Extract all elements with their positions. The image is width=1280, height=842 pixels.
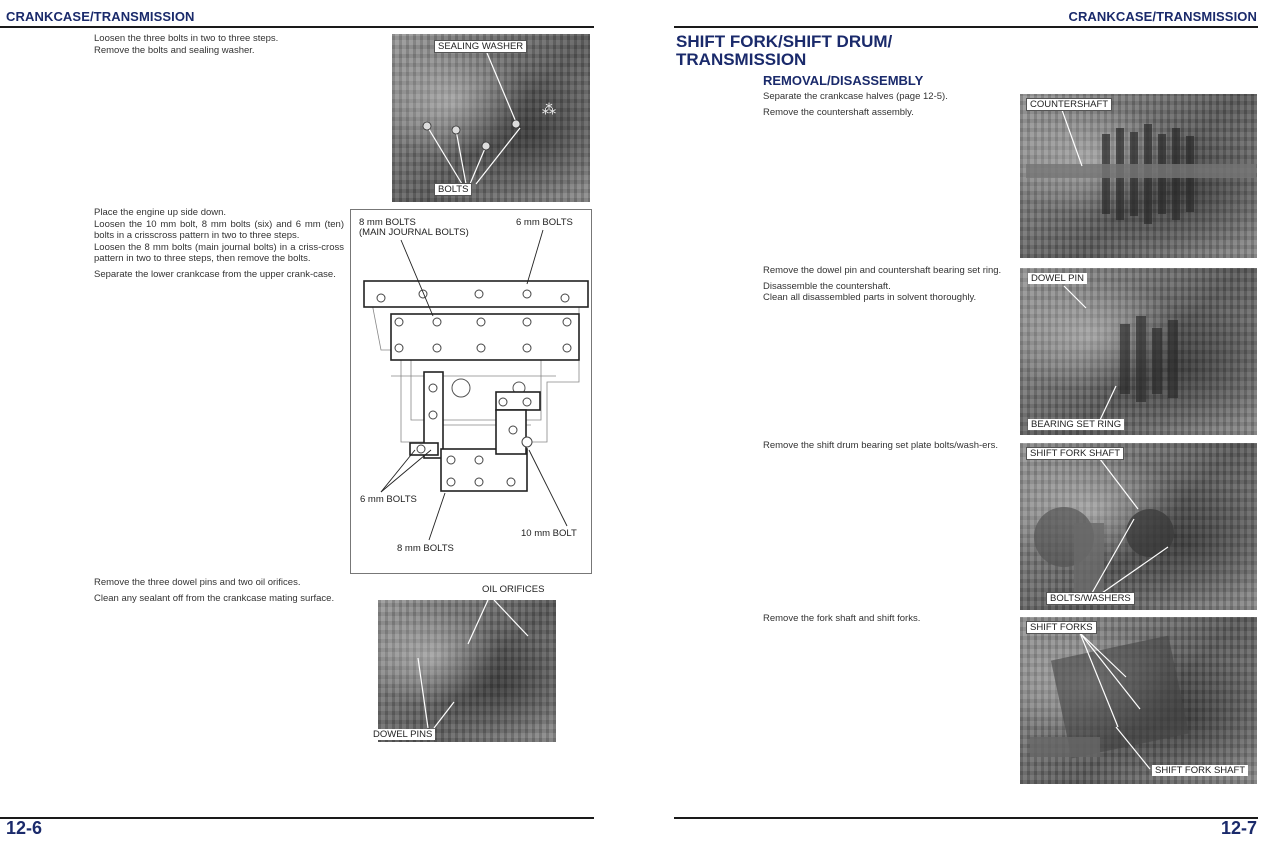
callout-dowel-pin: DOWEL PIN: [1028, 273, 1087, 284]
callout-dowel-pins: DOWEL PINS: [370, 729, 435, 740]
left-header-rule: [0, 26, 594, 28]
diagram-label-6mm-top: 6 mm BOLTS: [516, 217, 573, 228]
left-block-1-line-1: Loosen the three bolts in two to three steps.: [94, 33, 279, 44]
diagram-label-8mm-bottom: 8 mm BOLTS: [397, 543, 454, 554]
photo-1-handwritten-mark: ⁂: [542, 102, 556, 118]
right-step-2-p3: Clean all disassembled parts in solvent thoroughly.: [763, 292, 977, 303]
right-step-4-p1: Remove the fork shaft and shift forks.: [763, 613, 921, 624]
diagram-drawing: [351, 210, 591, 573]
diagram-label-8mm-line2: (MAIN JOURNAL BOLTS): [359, 227, 469, 238]
diagram-label-8mm-line1: 8 mm BOLTS: [359, 217, 416, 228]
left-block-2-p3: Loosen the 8 mm bolts (main journal bolts) in a criss-cross pattern in two to three steps, then remove the bolts.: [94, 241, 344, 264]
left-footer-rule: [0, 817, 594, 819]
section-title-line-2: TRANSMISSION: [676, 50, 807, 69]
right-step-1-p1: Separate the crankcase halves (page 12-5).: [763, 91, 948, 102]
right-header-rule: [674, 26, 1258, 28]
right-step-1-p2: Remove the countershaft assembly.: [763, 106, 914, 118]
section-title: [676, 33, 892, 69]
right-step-4: [763, 613, 1015, 629]
photo-1-leader-lines: [392, 34, 590, 202]
right-step-2: [763, 265, 1015, 308]
callout-bearing-set-ring: BEARING SET RING: [1028, 419, 1124, 430]
callout-bolts: BOLTS: [434, 183, 472, 196]
photo-2-leader-lines: [378, 600, 556, 742]
photo-crankcase-sealing-washer: [392, 34, 590, 202]
callout-oil-orifices: OIL ORIFICES: [482, 584, 545, 595]
left-block-1: [94, 33, 354, 56]
right-step-2-p1: Remove the dowel pin and countershaft bearing set ring.: [763, 265, 1002, 276]
callout-shift-fork-shaft-top: SHIFT FORK SHAFT: [1026, 447, 1124, 460]
photo-crankcase-dowel-pins: [373, 584, 556, 742]
left-block-2-p4: Separate the lower crankcase from the upper crank-case.: [94, 268, 336, 280]
bolt-pattern-diagram: [350, 209, 592, 574]
subsection-title: REMOVAL/DISASSEMBLY: [763, 73, 924, 88]
callout-bolts-washers: BOLTS/WASHERS: [1046, 592, 1135, 605]
photo-dowel-pin-bearing-ring: [1020, 268, 1257, 435]
left-block-3-p2: Clean any sealant off from the crankcase mating surface.: [94, 592, 335, 604]
left-page-number: 12-6: [6, 818, 43, 838]
right-page-header: CRANKCASE/TRANSMISSION: [1068, 9, 1257, 24]
photo-r2-details: [1020, 268, 1257, 435]
right-step-3: [763, 440, 1015, 456]
callout-shift-forks: SHIFT FORKS: [1026, 621, 1097, 634]
left-block-3: [94, 577, 344, 608]
photo-shift-forks: [1020, 617, 1257, 784]
left-block-2-p1: Place the engine up side down.: [94, 207, 227, 218]
diagram-label-6mm-bottom: 6 mm BOLTS: [360, 494, 417, 505]
photo-r4-details: [1020, 617, 1257, 784]
photo-countershaft: [1020, 94, 1257, 258]
right-footer-rule: [674, 817, 1258, 819]
left-block-2: [94, 207, 344, 284]
right-step-1: [763, 91, 1013, 122]
left-block-3-p1: Remove the three dowel pins and two oil orifices.: [94, 577, 301, 588]
photo-r1-details: [1020, 94, 1257, 258]
left-block-2-p2: Loosen the 10 mm bolt, 8 mm bolts (six) and 6 mm (ten) bolts in a crisscross pattern in two to three steps.: [94, 218, 344, 241]
callout-countershaft: COUNTERSHAFT: [1026, 98, 1112, 111]
callout-sealing-washer: SEALING WASHER: [434, 40, 527, 53]
photo-shift-drum-bolts: [1020, 443, 1257, 610]
right-page: [660, 0, 1280, 842]
right-step-3-p1: Remove the shift drum bearing set plate bolts/wash-ers.: [763, 440, 998, 451]
photo-r3-details: [1020, 443, 1257, 610]
left-block-1-line-2: Remove the bolts and sealing washer.: [94, 44, 255, 56]
left-page-header: CRANKCASE/TRANSMISSION: [6, 9, 195, 24]
right-page-number: 12-7: [1220, 818, 1257, 838]
left-page: [0, 0, 600, 842]
diagram-label-10mm: 10 mm BOLT: [521, 528, 577, 539]
section-title-line-1: SHIFT FORK/SHIFT DRUM/: [676, 32, 893, 51]
right-step-2-p2: Disassemble the countershaft.: [763, 280, 891, 292]
callout-shift-fork-shaft-bottom: SHIFT FORK SHAFT: [1152, 765, 1248, 776]
